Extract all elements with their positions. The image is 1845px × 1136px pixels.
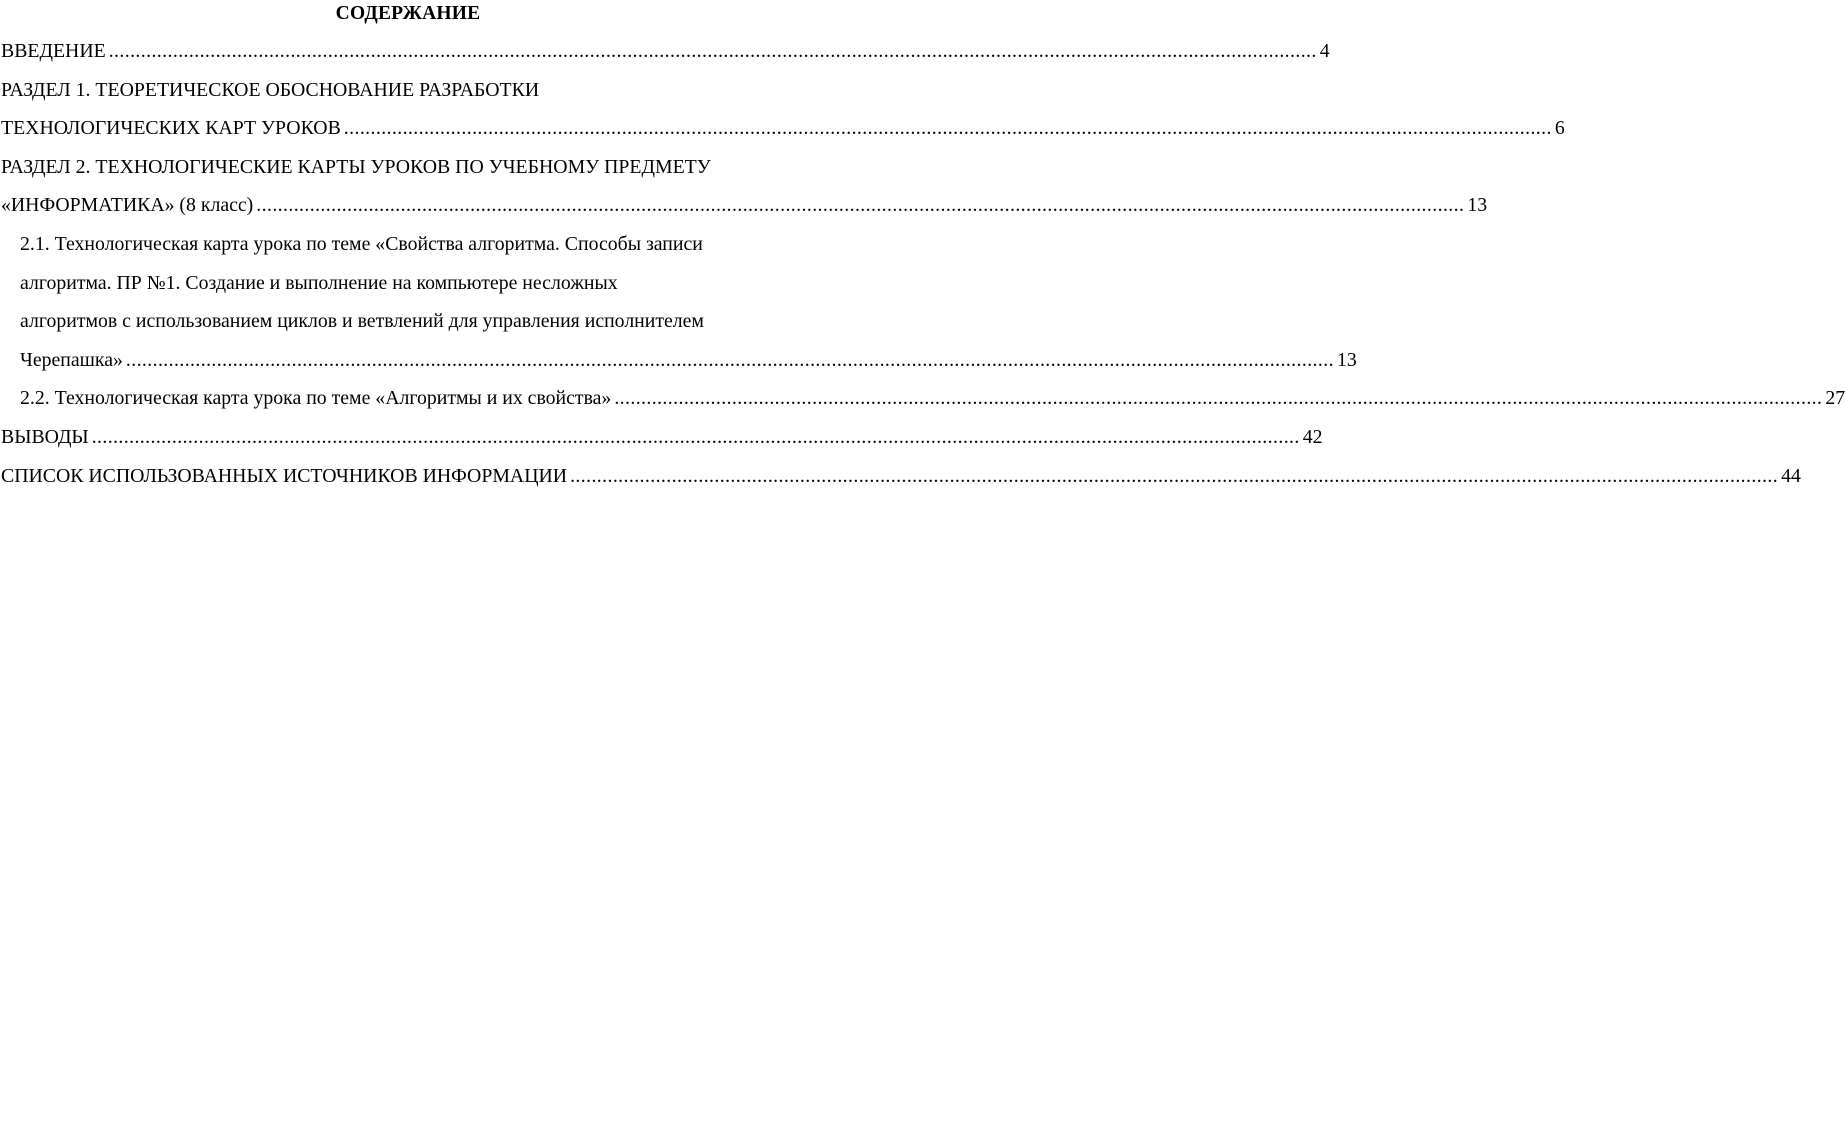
toc-entry-title: «ИНФОРМАТИКА» (8 класс): [1, 194, 254, 217]
toc-page-number: 13: [1336, 348, 1357, 371]
toc-page-number: 4: [1319, 40, 1330, 62]
dot-leader: ..................................................................................................................................................................................................................................: [108, 40, 1317, 62]
toc-entry-title: 2.2. Технологическая карта урока по теме «Алгоритмы и их свойства»: [20, 387, 612, 410]
toc-page-number: 6: [1554, 117, 1565, 140]
toc-entry-title: 2.1. Технологическая карта урока по теме «Свойства алгоритма. Способы записи: [20, 232, 703, 255]
toc-entry-references[interactable]: [0, 462, 1801, 501]
dot-leader: ..................................................................................................................................................................................................................................: [343, 117, 1552, 140]
toc-page-number: 42: [1302, 425, 1323, 448]
toc-entry-title: РАЗДЕЛ 1. ТЕОРЕТИЧЕСКОЕ ОБОСНОВАНИЕ РАЗРАБОТКИ: [1, 78, 540, 101]
toc-entry-subsection-2-2[interactable]: [0, 384, 1845, 423]
page-title: СОДЕРЖАНИЕ: [335, 3, 481, 24]
toc-page-number: 44: [1781, 464, 1801, 487]
toc-entry-title: ВЫВОДЫ: [1, 425, 89, 448]
toc-entry-section-1-line-2[interactable]: [0, 114, 1565, 153]
toc-entry-section-2-line-2[interactable]: [0, 191, 1488, 230]
toc-entry-introduction[interactable]: [0, 37, 1330, 76]
dot-leader: ..................................................................................................................................................................................................................................: [256, 194, 1465, 217]
toc-entry-conclusions[interactable]: [0, 423, 1323, 462]
toc-entry-title: РАЗДЕЛ 2. ТЕХНОЛОГИЧЕСКИЕ КАРТЫ УРОКОВ ПО УЧЕБНОМУ ПРЕДМЕТУ: [1, 155, 711, 178]
toc-entry-section-2-line-1[interactable]: [0, 153, 816, 192]
toc-entry-title: алгоритма. ПР №1. Создание и выполнение на компьютере несложных: [20, 271, 618, 294]
dot-leader: ..................................................................................................................................................................................................................................: [614, 387, 1823, 410]
toc-entry-title: алгоритмов с использованием циклов и ветвлений для управления исполнителем: [20, 310, 704, 333]
toc-entry-section-1-line-1[interactable]: [0, 76, 816, 115]
toc-entry-subsection-2-1-line-4[interactable]: [0, 346, 1357, 385]
toc-entry-subsection-2-1-line-1[interactable]: [0, 230, 816, 269]
toc-entry-title: ТЕХНОЛОГИЧЕСКИХ КАРТ УРОКОВ: [1, 117, 341, 140]
dot-leader: ..................................................................................................................................................................................................................................: [570, 464, 1779, 487]
toc-entry-subsection-2-1-line-3[interactable]: [0, 307, 816, 346]
dot-leader: ..................................................................................................................................................................................................................................: [91, 425, 1300, 448]
toc-page-number: 13: [1467, 194, 1488, 217]
table-of-contents: [0, 37, 1845, 500]
toc-entry-title: СПИСОК ИСПОЛЬЗОВАННЫХ ИСТОЧНИКОВ ИНФОРМАЦИИ: [1, 464, 568, 487]
toc-entry-title: ВВЕДЕНИЕ: [1, 40, 106, 62]
toc-page-number: 27: [1825, 387, 1845, 410]
toc-entry-title: Черепашка»: [20, 348, 123, 371]
dot-leader: ..................................................................................................................................................................................................................................: [125, 348, 1334, 371]
toc-entry-subsection-2-1-line-2[interactable]: [0, 269, 816, 308]
